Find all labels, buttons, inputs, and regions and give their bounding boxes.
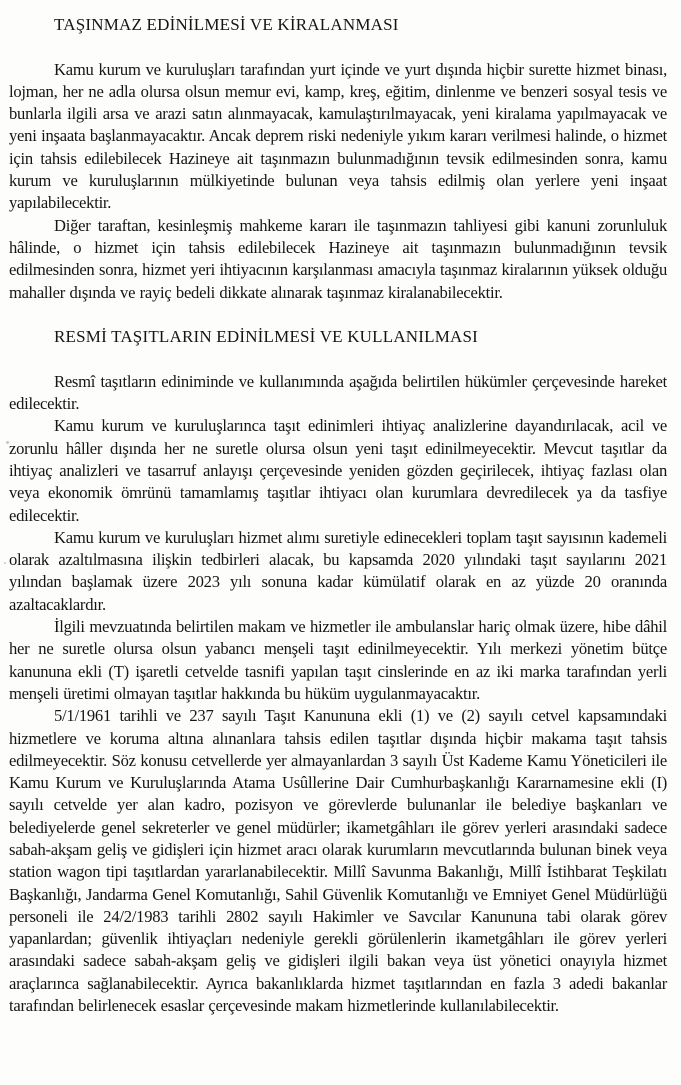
- section-heading-tasinmaz: TAŞINMAZ EDİNİLMESİ VE KİRALANMASI: [54, 15, 399, 34]
- paragraph-tasinmaz-1: Kamu kurum ve kuruluşları tarafından yurt içinde ve yurt dışında hiçbir surette hizmet binası, lojman, her ne adla olursa olsun memur evi, kamp, kreş, eğitim, dinlenme ve benzeri sosyal tesis ve bunlarla ilgili arsa ve arazi satın alınmayacak, kamulaştırılmayacak, yeni kiralama yapılmayacak ve yeni inşaata başlanmayacaktır. Ancak deprem riski nedeniyle yıkım kararı verilmesi halinde, o hizmet için tahsis edilebilecek Hazineye ait taşınmazın bulunmadığının tevsik edilmesinden sonra, kamu kurum ve kuruluşlarının mülkiyetinde bulunan veya tahsis edilmiş olan yerlere yeni inşaat yapılabilecektir.: [9, 59, 667, 213]
- scan-speck: [6, 441, 9, 444]
- scan-speck: [4, 562, 6, 564]
- paragraph-tasitlar-1: Resmî taşıtların ediniminde ve kullanımında aşağıda belirtilen hükümler çerçevesinde hareket edilecektir.: [9, 371, 667, 414]
- paragraph-tasinmaz-2: Diğer taraftan, kesinleşmiş mahkeme kararı ile taşınmazın tahliyesi gibi kanuni zorunluluk hâlinde, o hizmet için tahsis edilebilecek Hazineye ait taşınmazın bulunmadığının tevsik edilmesinden sonra, hizmet yeri ihtiyacının karşılanması amacıyla taşınmaz kiralarının yüksek olduğu mahaller dışında ve rayiç bedeli dikkate alınarak taşınmaz kiralanabilecektir.: [9, 215, 667, 302]
- paragraph-tasitlar-4: İlgili mevzuatında belirtilen makam ve hizmetler ile ambulanslar hariç olmak üzere, hibe dâhil her ne suretle olursa olsun yabancı menşeli taşıt edinilmeyecektir. Yılı merkezi yönetim bütçe kanununa ekli (T) işaretli cetvelde tasnifi yapılan taşıt cinslerinde en az iki marka tarafından yerli menşeli üretimi olmayan taşıtlar hakkında bu hüküm uygulanmayacaktır.: [9, 617, 667, 703]
- paragraph-tasitlar-2: Kamu kurum ve kuruluşlarınca taşıt edinimleri ihtiyaç analizlerine dayandırılacak, acil ve zorunlu hâller dışında her ne suretle olursa olsun yeni taşıt edinilmeyecektir. Mevcut taşıtlar da ihtiyaç analizleri ve tasarruf anlayışı çerçevesinde yeniden gözden geçirilecek, ihtiyaç fazlası olan veya ekonomik ömrünü tamamlamış taşıtlar ihtiyacı olan kurumlara devredilecek ya da tasfiye edilecektir.: [9, 416, 667, 525]
- paragraph-tasitlar-3: Kamu kurum ve kuruluşları hizmet alımı suretiyle edinecekleri toplam taşıt sayısının kademeli olarak azaltılmasına ilişkin tedbirleri alacak, bu kapsamda 2020 yılındaki taşıt sayılarını 2021 yılından başlamak üzere 2023 yılı sonuna kadar kümülatif olarak en az yüzde 20 oranında azaltacaklardır.: [9, 527, 667, 614]
- section-heading-resmi-tasitlar: RESMİ TAŞITLARIN EDİNİLMESİ VE KULLANILMASI: [54, 327, 479, 347]
- paragraph-tasitlar-5: 5/1/1961 tarihli ve 237 sayılı Taşıt Kanununa ekli (1) ve (2) sayılı cetvel kapsamındaki hizmetlere ve koruma altına alınanlara tahsis edilen taşıtlar dışında hiçbir makama taşıt tahsis edilmeyecektir. Söz konusu cetvellerde yer almayanlardan 3 sayılı Üst Kademe Kamu Yöneticileri ile Kamu Kurum ve Kuruluşlarında Atama Usûllerine Dair Cumhurbaşkanlığı Kararnamesine ekli (I) sayılı cetvelde yer alan kadro, pozisyon ve görevlerde bulunanlar ile belediye başkanları ve belediyelerde genel sekreterler ve genel müdürler; ikametgâhları ile görev yerleri arasındaki sadece sabah-akşam geliş ve gidişleri için hizmet aracı olarak kurumların mevcutlarında bulunan binek veya station wagon tipi taşıtlardan yararlanabilecektir. Millî Savunma Bakanlığı, Millî İstihbarat Teşkilatı Başkanlığı, Jandarma Genel Komutanlığı, Sahil Güvenlik Komutanlığı ve Emniyet Genel Müdürlüğü personeli ile 24/2/1983 tarihli 2802 sayılı Hakimler ve Savcılar Kanununa tabi olarak görev yapanlardan; güvenlik ihtiyaçları nedeniyle gerekli görülenlerin ikametgâhları ile görev yerleri arasındaki sadece sabah-akşam geliş ve gidişleri ilgili bakan veya üst yönetici onayıyla hizmet araçlarınca sağlanabilecektir. Ayrıca bakanlıklarda hizmet taşıtlarından en fazla 3 adedi bakanlar tarafından belirlenecek esaslar çerçevesinde makam hizmetlerinde kullanılabilecektir.: [9, 706, 667, 1016]
